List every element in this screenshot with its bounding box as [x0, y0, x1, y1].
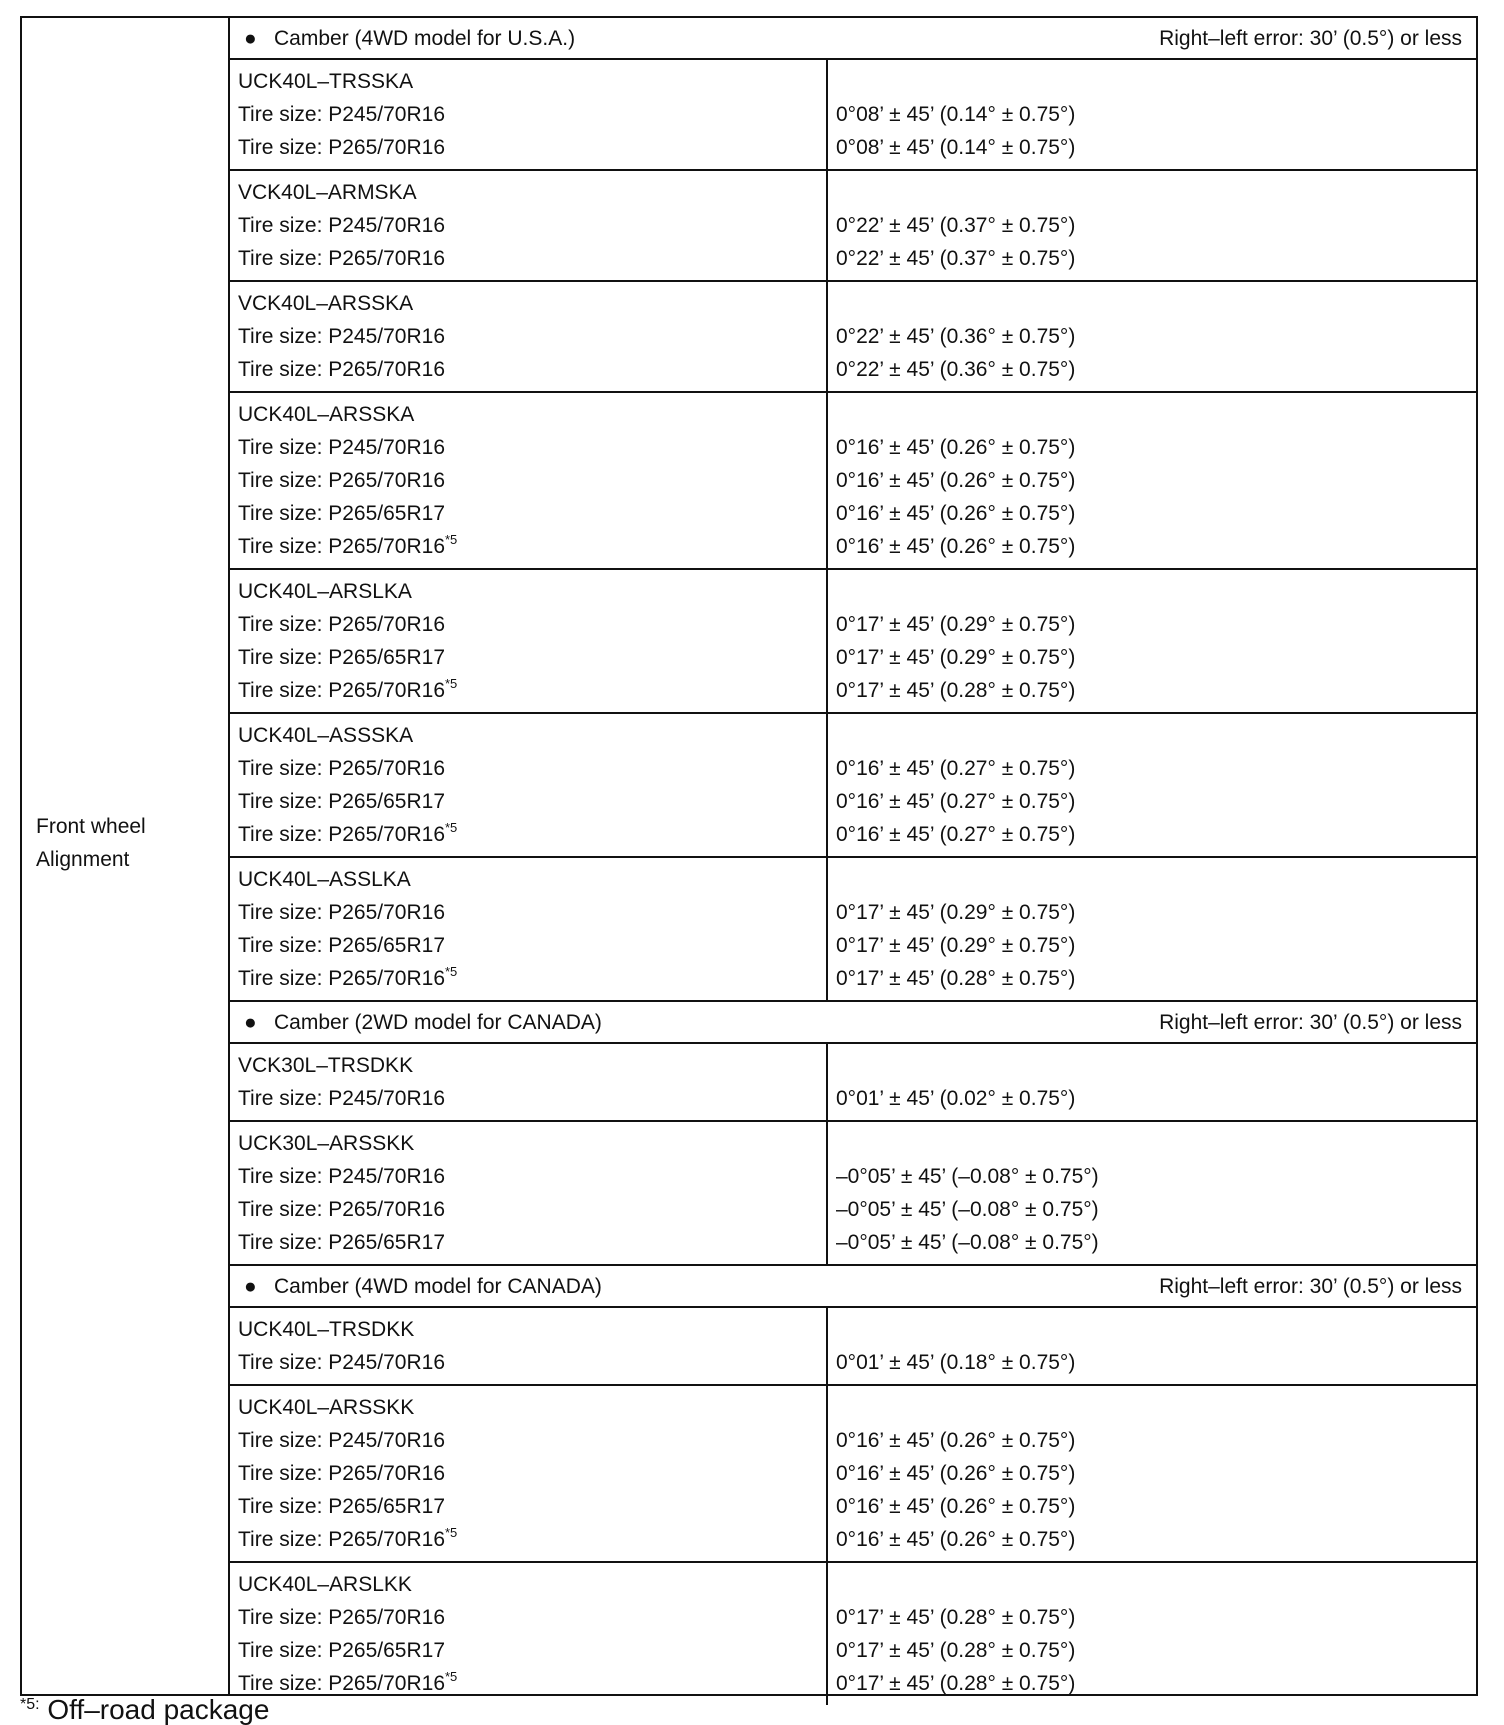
bullet-icon: ●: [244, 27, 257, 50]
camber-value: 0°16’ ± 45’ (0.26° ± 0.75°): [836, 1462, 1076, 1485]
model-code: UCK40L–TRSSKA: [238, 70, 414, 93]
model-tire-cell: [230, 1386, 828, 1561]
section-title: [244, 1011, 602, 1035]
model-code: UCK30L–ARSSKK: [238, 1132, 415, 1155]
footnote-mark: *5:: [20, 1696, 40, 1713]
tire-size: Tire size: P265/70R16: [238, 535, 445, 558]
tire-size-line: [238, 353, 826, 386]
tire-size: Tire size: P245/70R16: [238, 325, 445, 348]
camber-value: 0°01’ ± 45’ (0.02° ± 0.75°): [836, 1087, 1076, 1110]
model-block: [230, 1563, 1476, 1705]
section-title-text: Camber (4WD model for CANADA): [274, 1275, 602, 1298]
section-tolerance: Right–left error: 30’ (0.5°) or less: [1159, 27, 1462, 50]
model-tire-cell: [230, 171, 828, 280]
tire-size: Tire size: P265/65R17: [238, 502, 445, 525]
camber-value-cell: [828, 1386, 1476, 1561]
tire-size-line: [238, 131, 826, 164]
tire-size: Tire size: P265/70R16: [238, 247, 445, 270]
section-title-text: Camber (4WD model for U.S.A.): [274, 27, 576, 50]
footnote-ref: *5: [445, 676, 458, 691]
category-label-line-1: Front wheel: [36, 815, 146, 838]
value-spacer: [836, 1127, 1476, 1160]
camber-value: 0°16’ ± 45’ (0.27° ± 0.75°): [836, 757, 1076, 780]
model-tire-cell: [230, 282, 828, 391]
camber-value-cell: [828, 1563, 1476, 1705]
model-tire-cell: [230, 60, 828, 169]
tire-size-line: [238, 674, 826, 707]
tire-size: Tire size: P265/70R16: [238, 1606, 445, 1629]
section-title: [244, 1275, 602, 1299]
tire-size-line: [238, 320, 826, 353]
camber-value: 0°17’ ± 45’ (0.29° ± 0.75°): [836, 646, 1076, 669]
tire-size-line: [238, 785, 826, 818]
tire-size: Tire size: P265/65R17: [238, 1231, 445, 1254]
camber-value: 0°17’ ± 45’ (0.29° ± 0.75°): [836, 901, 1076, 924]
camber-value: –0°05’ ± 45’ (–0.08° ± 0.75°): [836, 1231, 1099, 1254]
camber-value-cell: [828, 60, 1476, 169]
bullet-icon: ●: [244, 1275, 257, 1298]
camber-value-cell: [828, 570, 1476, 712]
camber-value-cell: [828, 858, 1476, 1000]
tire-size-line: [238, 1490, 826, 1523]
tire-size: Tire size: P245/70R16: [238, 436, 445, 459]
tire-size: Tire size: P265/70R16: [238, 358, 445, 381]
camber-value: 0°22’ ± 45’ (0.36° ± 0.75°): [836, 358, 1076, 381]
tire-size: Tire size: P265/70R16: [238, 967, 445, 990]
category-label: [36, 810, 146, 876]
value-spacer: [836, 65, 1476, 98]
footnote-ref: *5: [445, 1525, 458, 1540]
model-code: VCK30L–TRSDKK: [238, 1054, 414, 1077]
camber-value-cell: [828, 171, 1476, 280]
value-spacer: [836, 398, 1476, 431]
camber-value-cell: [828, 1308, 1476, 1384]
tire-size: Tire size: P265/70R16: [238, 823, 445, 846]
tire-size-line: [238, 1226, 826, 1259]
camber-value-cell: [828, 1044, 1476, 1120]
model-block: [230, 1044, 1476, 1122]
tire-size-line: [238, 962, 826, 995]
alignment-spec-table: [20, 16, 1478, 1696]
model-block: [230, 393, 1476, 570]
tire-size-line: [238, 98, 826, 131]
tire-size: Tire size: P265/70R16: [238, 1528, 445, 1551]
tire-size: Tire size: P245/70R16: [238, 1087, 445, 1110]
camber-value: 0°17’ ± 45’ (0.28° ± 0.75°): [836, 967, 1076, 990]
model-block: [230, 1122, 1476, 1266]
tire-size: Tire size: P265/65R17: [238, 790, 445, 813]
value-spacer: [836, 719, 1476, 752]
tire-size-line: [238, 464, 826, 497]
category-column: [22, 18, 230, 1694]
value-spacer: [836, 575, 1476, 608]
tire-size: Tire size: P265/70R16: [238, 757, 445, 780]
footnote-ref: *5: [445, 820, 458, 835]
value-spacer: [836, 176, 1476, 209]
tire-size-line: [238, 530, 826, 563]
camber-value: 0°17’ ± 45’ (0.29° ± 0.75°): [836, 934, 1076, 957]
model-code: VCK40L–ARMSKA: [238, 181, 417, 204]
model-block: [230, 570, 1476, 714]
camber-value: 0°08’ ± 45’ (0.14° ± 0.75°): [836, 103, 1076, 126]
section-header: [230, 18, 1476, 60]
camber-value-cell: [828, 282, 1476, 391]
tire-size-line: [238, 431, 826, 464]
value-spacer: [836, 287, 1476, 320]
tire-size-line: [238, 1193, 826, 1226]
spec-column: [230, 18, 1476, 1694]
model-block: [230, 60, 1476, 171]
tire-size: Tire size: P265/65R17: [238, 646, 445, 669]
camber-value: 0°01’ ± 45’ (0.18° ± 0.75°): [836, 1351, 1076, 1374]
tire-size: Tire size: P265/70R16: [238, 1198, 445, 1221]
tire-size-line: [238, 818, 826, 851]
tire-size: Tire size: P245/70R16: [238, 1429, 445, 1452]
section-tolerance: Right–left error: 30’ (0.5°) or less: [1159, 1011, 1462, 1034]
footnote: [20, 1694, 270, 1725]
camber-value: 0°16’ ± 45’ (0.26° ± 0.75°): [836, 1528, 1076, 1551]
camber-value: 0°08’ ± 45’ (0.14° ± 0.75°): [836, 136, 1076, 159]
tire-size: Tire size: P245/70R16: [238, 1351, 445, 1374]
value-spacer: [836, 1313, 1476, 1346]
model-tire-cell: [230, 714, 828, 856]
camber-value: 0°16’ ± 45’ (0.26° ± 0.75°): [836, 469, 1076, 492]
tire-size-line: [238, 497, 826, 530]
value-spacer: [836, 1568, 1476, 1601]
tire-size: Tire size: P265/65R17: [238, 1639, 445, 1662]
model-tire-cell: [230, 393, 828, 568]
model-block: [230, 171, 1476, 282]
tire-size-line: [238, 209, 826, 242]
camber-value: 0°16’ ± 45’ (0.27° ± 0.75°): [836, 823, 1076, 846]
camber-value: 0°16’ ± 45’ (0.26° ± 0.75°): [836, 1495, 1076, 1518]
tire-size: Tire size: P265/70R16: [238, 1462, 445, 1485]
tire-size-line: [238, 896, 826, 929]
camber-value: –0°05’ ± 45’ (–0.08° ± 0.75°): [836, 1198, 1099, 1221]
tire-size-line: [238, 752, 826, 785]
footnote-ref: *5: [445, 964, 458, 979]
camber-value: 0°16’ ± 45’ (0.26° ± 0.75°): [836, 1429, 1076, 1452]
tire-size-line: [238, 1457, 826, 1490]
tire-size: Tire size: P245/70R16: [238, 1165, 445, 1188]
bullet-icon: ●: [244, 1011, 257, 1034]
camber-value: 0°17’ ± 45’ (0.28° ± 0.75°): [836, 1606, 1076, 1629]
section-title-text: Camber (2WD model for CANADA): [274, 1011, 602, 1034]
model-code: UCK40L–ASSLKA: [238, 868, 411, 891]
tire-size-line: [238, 1424, 826, 1457]
model-block: [230, 282, 1476, 393]
model-tire-cell: [230, 1563, 828, 1705]
tire-size-line: [238, 1523, 826, 1556]
model-block: [230, 714, 1476, 858]
tire-size: Tire size: P265/65R17: [238, 934, 445, 957]
model-block: [230, 1386, 1476, 1563]
model-code: UCK40L–TRSDKK: [238, 1318, 415, 1341]
tire-size-line: [238, 929, 826, 962]
camber-value-cell: [828, 714, 1476, 856]
model-block: [230, 1308, 1476, 1386]
section-header: [230, 1266, 1476, 1308]
tire-size: Tire size: P265/70R16: [238, 1672, 445, 1695]
tire-size-line: [238, 1082, 826, 1115]
camber-value-cell: [828, 393, 1476, 568]
tire-size: Tire size: P265/70R16: [238, 901, 445, 924]
camber-value: 0°17’ ± 45’ (0.29° ± 0.75°): [836, 613, 1076, 636]
camber-value: 0°22’ ± 45’ (0.37° ± 0.75°): [836, 247, 1076, 270]
tire-size-line: [238, 608, 826, 641]
footnote-ref: *5: [445, 1669, 458, 1684]
model-tire-cell: [230, 1044, 828, 1120]
tire-size-line: [238, 1601, 826, 1634]
camber-value: –0°05’ ± 45’ (–0.08° ± 0.75°): [836, 1165, 1099, 1188]
camber-value: 0°22’ ± 45’ (0.36° ± 0.75°): [836, 325, 1076, 348]
footnote-text: Off–road package: [47, 1694, 270, 1725]
model-code: UCK40L–ARSLKA: [238, 580, 412, 603]
tire-size: Tire size: P265/70R16: [238, 469, 445, 492]
footnote-ref: *5: [445, 532, 458, 547]
tire-size-line: [238, 1346, 826, 1379]
value-spacer: [836, 1391, 1476, 1424]
tire-size: Tire size: P245/70R16: [238, 214, 445, 237]
camber-value: 0°16’ ± 45’ (0.27° ± 0.75°): [836, 790, 1076, 813]
value-spacer: [836, 1049, 1476, 1082]
section-title: [244, 27, 575, 51]
camber-value: 0°17’ ± 45’ (0.28° ± 0.75°): [836, 1639, 1076, 1662]
model-code: UCK40L–ARSSKK: [238, 1396, 415, 1419]
tire-size: Tire size: P265/65R17: [238, 1495, 445, 1518]
camber-value: 0°16’ ± 45’ (0.26° ± 0.75°): [836, 436, 1076, 459]
tire-size-line: [238, 1634, 826, 1667]
camber-value: 0°17’ ± 45’ (0.28° ± 0.75°): [836, 679, 1076, 702]
model-tire-cell: [230, 858, 828, 1000]
model-block: [230, 858, 1476, 1002]
model-code: UCK40L–ARSLKK: [238, 1573, 412, 1596]
model-code: VCK40L–ARSSKA: [238, 292, 414, 315]
model-tire-cell: [230, 1122, 828, 1264]
camber-value: 0°17’ ± 45’ (0.28° ± 0.75°): [836, 1672, 1076, 1695]
model-tire-cell: [230, 570, 828, 712]
camber-value: 0°22’ ± 45’ (0.37° ± 0.75°): [836, 214, 1076, 237]
tire-size-line: [238, 1160, 826, 1193]
category-label-line-2: Alignment: [36, 848, 130, 871]
tire-size-line: [238, 242, 826, 275]
section-header: [230, 1002, 1476, 1044]
camber-value-cell: [828, 1122, 1476, 1264]
tire-size-line: [238, 641, 826, 674]
value-spacer: [836, 863, 1476, 896]
tire-size: Tire size: P265/70R16: [238, 679, 445, 702]
tire-size: Tire size: P265/70R16: [238, 136, 445, 159]
tire-size: Tire size: P265/70R16: [238, 613, 445, 636]
section-tolerance: Right–left error: 30’ (0.5°) or less: [1159, 1275, 1462, 1298]
camber-value: 0°16’ ± 45’ (0.26° ± 0.75°): [836, 535, 1076, 558]
camber-value: 0°16’ ± 45’ (0.26° ± 0.75°): [836, 502, 1076, 525]
tire-size-line: [238, 1667, 826, 1700]
model-tire-cell: [230, 1308, 828, 1384]
tire-size: Tire size: P245/70R16: [238, 103, 445, 126]
model-code: UCK40L–ASSSKA: [238, 724, 414, 747]
model-code: UCK40L–ARSSKA: [238, 403, 415, 426]
